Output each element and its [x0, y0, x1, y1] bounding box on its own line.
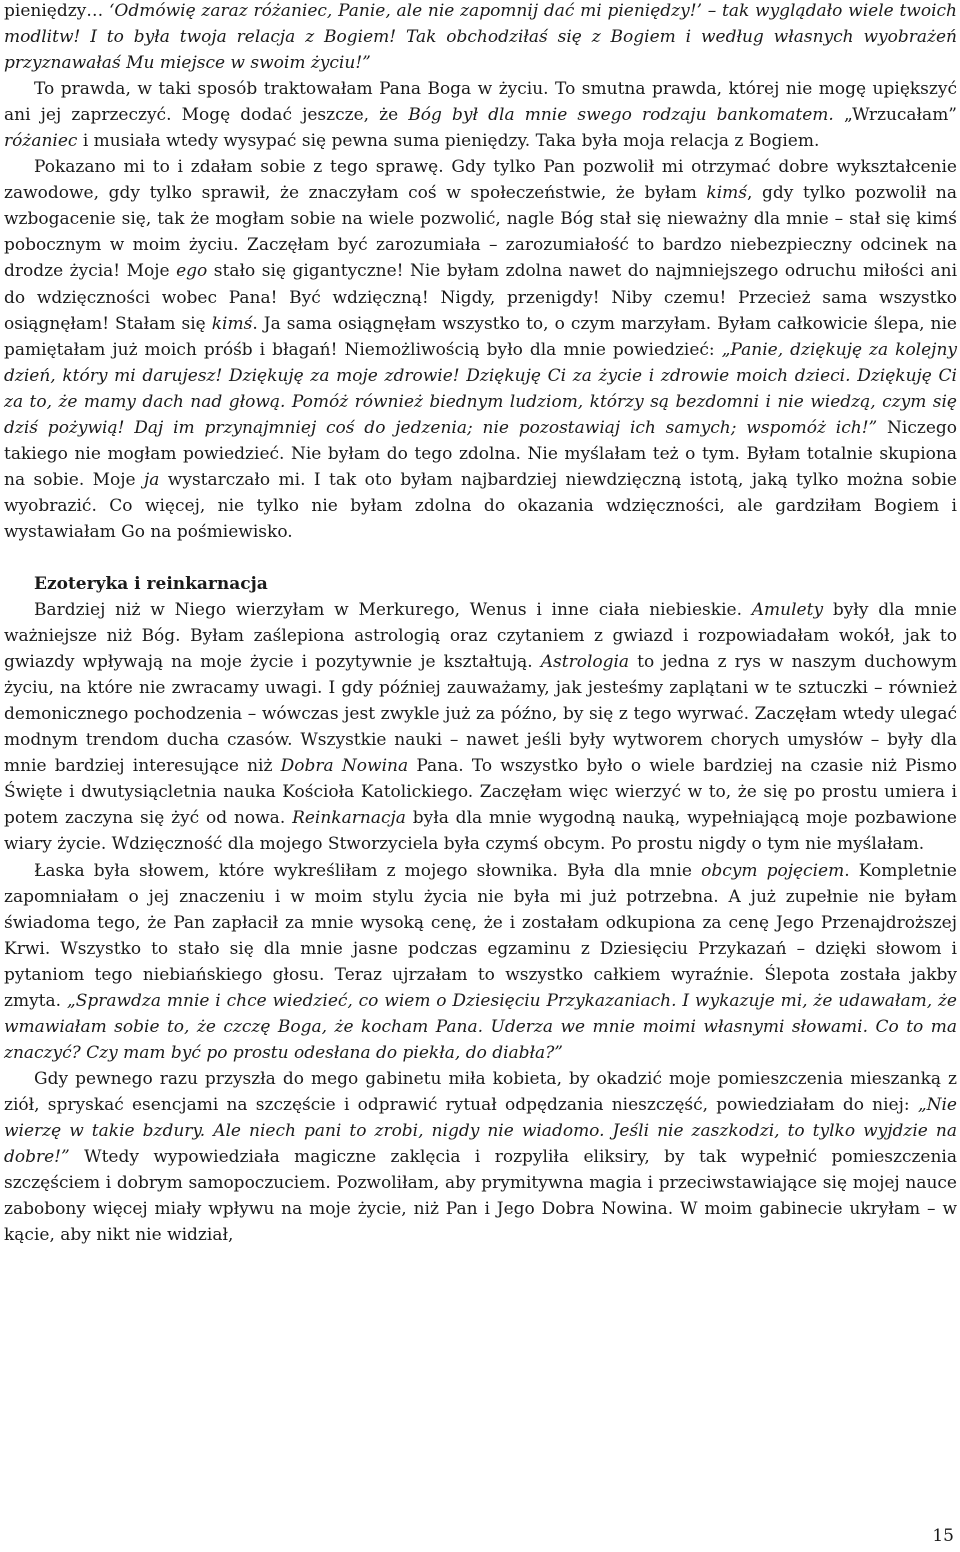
paragraph [4, 0, 957, 76]
document-page [4, 0, 957, 1248]
text-run: wystarczało mi. I tak oto byłam najbardziej niewdzięczną istotą, jaką tylko można sobie wyobrazić. Co więcej, nie tylko nie byłam zdolna do okazania wdzięczności, ale gardziłam Bogiem i wystawiałam Go na pośmiewisko. [4, 469, 957, 542]
text-run: pieniędzy… [4, 1, 110, 21]
text-run: . Ja sama osiągnęłam wszystko to, o czym marzyłam. Byłam całkowicie ślepa, nie pamiętałam już moich próśb i błagań! Niemożliwością było dla mnie powiedzieć: [4, 313, 957, 360]
text-run: i musiała wtedy wysypać się pewna suma pieniędzy. Taka była moja relacja z Bogiem. [77, 131, 820, 152]
italic-text-run: ‘Odmówię zaraz różaniec, Panie, ale nie zapomnij dać mi pieniędzy!’ – tak wyglądało wiele twoich modlitw! I to była twoja relacja z Bogiem! Tak obchodziłaś się z Bogiem i według własnych wyobrażeń przyznawałaś Mu miejsce w swoim życiu!” [4, 1, 957, 74]
paragraph [4, 597, 957, 857]
text-run: Niczego takiego nie mogłam powiedzieć. Nie byłam do tego zdolna. Nie myślałam też o tym. Byłam totalnie skupiona na sobie. Moje [4, 417, 957, 490]
italic-text-run: Astrologia [540, 652, 630, 673]
section-heading: Ezoteryka i reinkarnacja [34, 573, 268, 594]
text-run: Pokazano mi to i zdałam sobie z tego sprawę. Gdy tylko Pan pozwolił mi otrzymać dobre wykształcenie zawodowe, gdy tylko sprawił, że znaczyłam coś w społeczeństwie, że byłam [4, 157, 957, 204]
italic-text-run: kimś [706, 183, 748, 204]
text-run: . Kompletnie zapomniałam o jej znaczeniu i w moim stylu życia nie była mi już potrzebna. A już zupełnie nie byłam świadoma tego, że Pan zapłacił za mnie wysoką cenę, że i zostałam odkupiona za cenę Jego Przenajdroższej Krwi. Wszystko to stało się dla mnie jasne podczas egzaminu z Dziesięciu Przykazań – dzięki słowom i pytaniom tego niebiańskiego głosu. Teraz ujrzałam to wszystko całkiem wyraźnie. Ślepota została jakby zmyta. [4, 860, 957, 1011]
paragraph [4, 1066, 957, 1248]
text-run: były dla mnie ważniejsze niż Bóg. Byłam zaślepiona astrologią oraz czytaniem z gwiazd i rozpowiadałam wokół, jak to gwiazdy wpływają na moje życie i pozytywnie je kształtują. [4, 600, 957, 673]
italic-text-run: ja [144, 469, 160, 490]
italic-text-run: różaniec [4, 131, 78, 152]
text-run: była dla mnie wygodną nauką, wypełniającą moje pozbawione wiary życie. Wdzięczność dla mojego Stworzyciela była czymś obcym. Po prostu nigdy o tym nie myślałam. [4, 808, 957, 855]
italic-text-run: kimś [211, 313, 253, 334]
italic-text-run: ego [176, 261, 208, 282]
text-run: to jedna z rys w naszym duchowym życiu, na które nie zwracamy uwagi. I gdy później zauważamy, jak jesteśmy zaplątani w te sztuczki – również demonicznego pochodzenia – wówczas jest zwykle już za późno, by się z tego wyrwać. Zaczęłam wtedy ulegać modnym trendom ducha czasów. Wszystkie nauki – nawet jeśli były wytworem chorych umysłów – były dla mnie bardziej interesujące niż [4, 652, 957, 777]
italic-text-run: Bóg był dla mnie swego rodzaju bankomatem. [408, 105, 834, 126]
text-run: Gdy pewnego razu przyszła do mego gabinetu miła kobieta, by okadzić moje pomieszczenia mieszanką z ziół, spryskać esencjami na szczęście i odprawić rytuał odpędzania nieszczęść, powiedziałam do niej: [4, 1068, 957, 1115]
intro-paragraphs [4, 0, 957, 545]
italic-text-run: Amulety [751, 600, 824, 621]
text-run: Łaska była słowem, które wykreśliłam z mojego słownika. Była dla mnie [34, 860, 702, 881]
text-run: Bardziej niż w Niego wierzyłam w Merkurego, Wenus i inne ciała niebieskie. [34, 600, 752, 621]
text-run: stało się gigantyczne! Nie byłam zdolna nawet do najmniejszego odruchu miłości ani do wdzięczności wobec Pana! Być wdzięczną! Nigdy, przenigdy! Niby czemu! Przecież sama wszystko osiągnęłam! Stałam się [4, 261, 957, 334]
text-run: Wtedy wypowiedziała magiczne zaklęcia i rozpyliła eliksiry, by tak wypełnić pomieszczenia szczęściem i dobrym samopoczuciem. Pozwoliłam, aby prymitywna magia i przeciwstawiające się mojej nauce zabobony więcej miały wpływu na moje życie, niż Pan i Jego Dobra Nowina. W moim gabinecie ukryłam – w kącie, aby nikt nie widział, [4, 1147, 957, 1246]
italic-text-run: obcym pojęciem [701, 860, 845, 881]
section-paragraphs [4, 597, 957, 1248]
italic-text-run: „Nie wierzę w takie bzdury. Ale niech pani to zrobi, nigdy nie wiadomo. Jeśli nie zaszkodzi, to tylko wyjdzie na dobre!” [4, 1094, 957, 1168]
italic-text-run: „Sprawdza mnie i chce wiedzieć, co wiem o Dziesięciu Przykazaniach. I wykazuje mi, że udawałam, że wmawiałam sobie to, że czczę Boga, że kocham Pana. Uderza we mnie moimi własnymi słowami. Co to ma znaczyć? Czy mam być po prostu odesłana do piekła, do diabła?” [4, 990, 957, 1063]
italic-text-run: Dobra Nowina [280, 756, 409, 777]
italic-text-run: „Panie, dziękuję za kolejny dzień, który mi darujesz! Dziękuję za moje zdrowie! Dziękuję Ci za życie i zdrowie moich dzieci. Dziękuję Ci za to, że mamy dach nad głową. Pomóż również biednym ludziom, którzy są bezdomni i nie wiedzą, czym się dziś pożywią! Daj im przynajmniej coś do jedzenia; nie pozostawiaj ich samych; wspomóż ich!” [4, 339, 958, 438]
italic-text-run: Reinkarnacja [292, 808, 406, 829]
paragraph [4, 858, 957, 1066]
paragraph [4, 154, 957, 545]
text-run: , gdy tylko pozwolił na wzbogacenie się, tak że mogłam sobie na wiele pozwolić, nagle Bóg stał się nieważny dla mnie – stał się kimś pobocznym w moim życiu. Zaczęłam być zarozumiała – zarozumiałość to bardzo niebezpieczny odcinek na drodze życia! Moje [4, 183, 957, 282]
text-run: „Wrzucałam” [833, 105, 958, 126]
page-number: 15 [932, 1526, 954, 1546]
text-run: To prawda, w taki sposób traktowałam Pana Boga w życiu. To smutna prawda, której nie mogę upiększyć ani jej zaprzeczyć. Mogę dodać jeszcze, że [4, 79, 957, 126]
paragraph [4, 76, 957, 154]
text-run: Pana. To wszystko było o wiele bardziej na czasie niż Pismo Święte i dwutysiącletnia nauka Kościoła Katolickiego. Zaczęłam więc wierzyć w to, że się po prostu umiera i potem zaczyna się żyć od nowa. [4, 756, 957, 829]
